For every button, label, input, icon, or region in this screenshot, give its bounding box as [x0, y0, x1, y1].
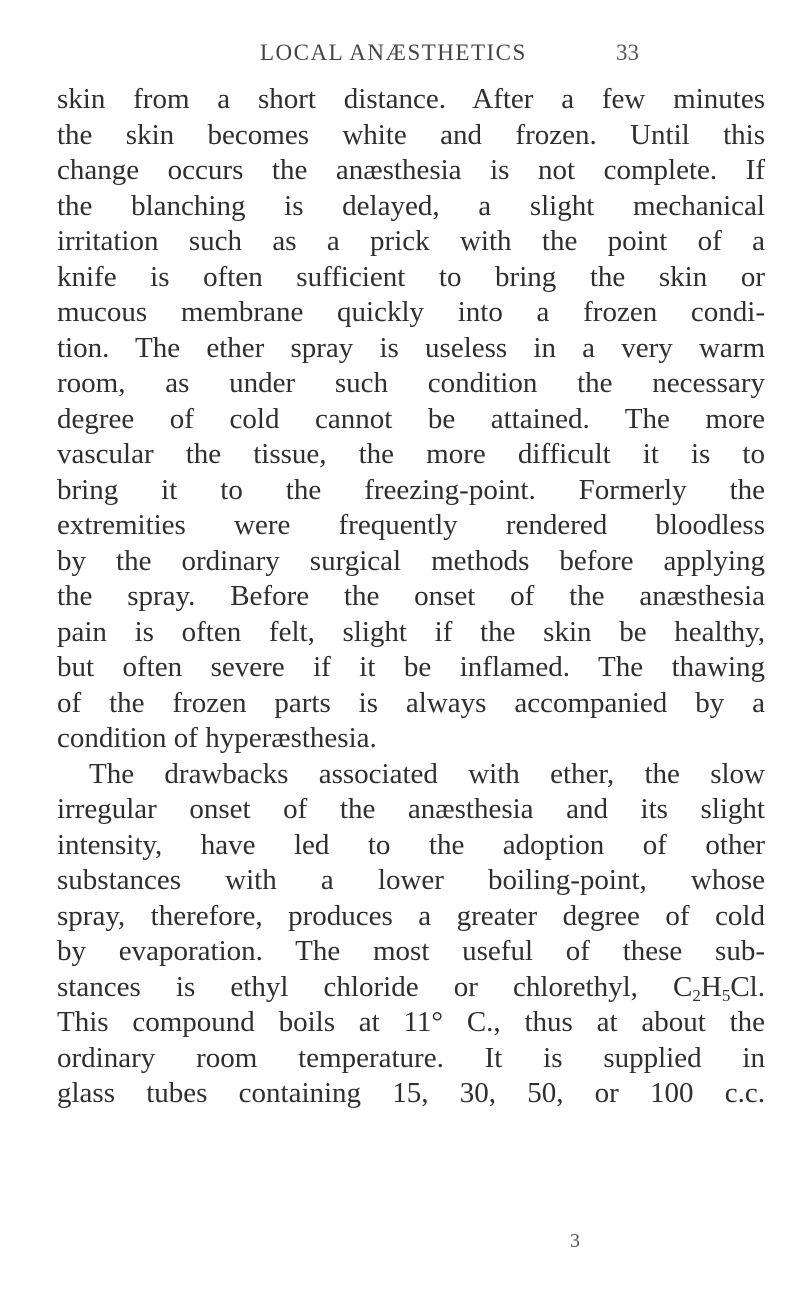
signature-mark: 3: [570, 1230, 580, 1252]
text-line: intensity, have led to the adoption of other: [57, 828, 765, 861]
paragraph-end-line: condition of hyperæsthesia.: [57, 722, 377, 754]
body-text: [57, 82, 765, 1112]
text-line: tion. The ether spray is useless in a very warm: [57, 331, 765, 364]
text-line: spray, therefore, produces a greater degree of cold: [57, 899, 765, 932]
text-line: the skin becomes white and frozen. Until this: [57, 118, 765, 151]
text-line: but often severe if it be inflamed. The thawing: [57, 651, 765, 683]
text-line: substances with a lower boiling-point, whose: [57, 864, 765, 896]
running-title: LOCAL ANÆSTHETICS: [260, 40, 527, 65]
page-number: 33: [616, 40, 639, 65]
text-line: bring it to the freezing-point. Formerly the: [57, 473, 765, 506]
text-line: change occurs the anæsthesia is not complete. If: [57, 154, 765, 186]
text-line: This compound boils at 11° C., thus at about the: [57, 1006, 765, 1038]
text-line: irregular onset of the anæsthesia and its slight: [57, 793, 765, 825]
text-line: pain is often felt, slight if the skin be healthy,: [57, 615, 765, 648]
text-line: glass tubes containing 15, 30, 50, or 100 c.c.: [57, 1077, 765, 1109]
text-line: skin from a short distance. After a few minutes: [57, 83, 765, 115]
text-line: by evaporation. The most useful of these sub-: [57, 935, 765, 967]
text-line: the spray. Before the onset of the anæsthesia: [57, 580, 765, 612]
text-line: room, as under such condition the necessary: [57, 367, 765, 399]
text-line: ordinary room temperature. It is supplied in: [57, 1041, 765, 1074]
text-line: mucous membrane quickly into a frozen condi-: [57, 296, 765, 328]
chemical-formula: $C_2H_5Cl$.: [673, 970, 765, 1005]
running-head: [0, 34, 800, 74]
formula-line: [57, 970, 765, 1006]
text-line: degree of cold cannot be attained. The more: [57, 402, 765, 435]
text-line: irritation such as a prick with the point of a: [57, 225, 765, 257]
paragraph-start-line: The drawbacks associated with ether, the slow: [89, 757, 765, 790]
text-line: the blanching is delayed, a slight mechanical: [57, 189, 765, 222]
text-line: knife is often sufficient to bring the skin or: [57, 260, 765, 293]
text-line: extremities were frequently rendered bloodless: [57, 509, 765, 541]
text-line: by the ordinary surgical methods before applying: [57, 544, 765, 577]
text-line: vascular the tissue, the more difficult it is to: [57, 438, 765, 470]
text-fragment: stances is ethyl chloride or chlorethyl,: [57, 970, 638, 1003]
text-line: of the frozen parts is always accompanied by a: [57, 686, 765, 719]
